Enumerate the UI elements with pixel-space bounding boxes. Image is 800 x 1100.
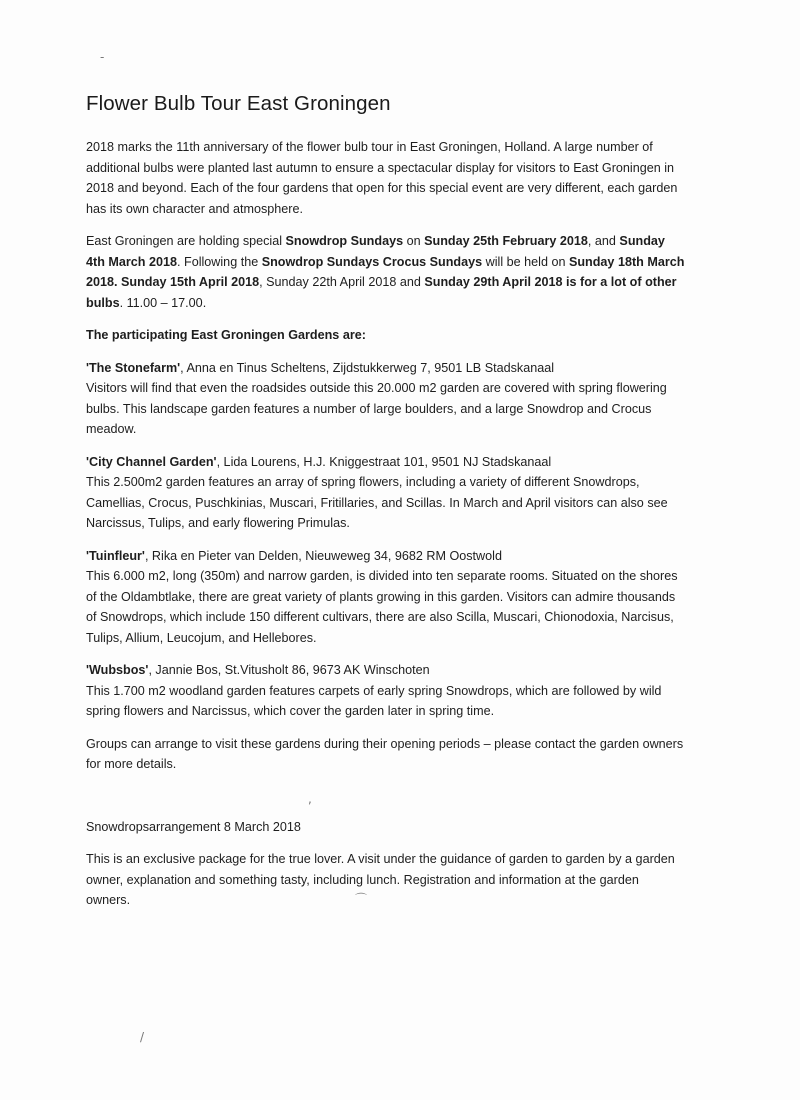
document-body [86, 92, 686, 923]
garden-description: This 6.000 m2, long (350m) and narrow garden, is divided into ten separate rooms. Situated on the shores of the Oldambtlake, there are great variety of plants growing in this garden. Visitors can admire thousands of Snowdrops, which include 150 different cultivars, there are also Scilla, Muscari, Chionodoxia, Narcisus, Tulips, Allium, Leucojum, and Hellebores. [86, 569, 678, 645]
schedule-text-2: on [403, 234, 425, 248]
schedule-event-crocus-sundays: Snowdrop Sundays Crocus Sundays [261, 254, 483, 269]
schedule-text-4: . Following the [177, 254, 262, 269]
schedule-text-5: will be held on [482, 254, 569, 269]
page-title: Flower Bulb Tour East Groningen [86, 92, 391, 115]
garden-entry-wubsbos [86, 660, 686, 722]
garden-description: This 2.500m2 garden features an array of spring flowers, including a variety of different Snowdrops, Camellias, Crocus, Puschkinias, Muscari, Fritillaries, and Scillas. In March and April visitors can also see Narcissus, Tulips, and early flowering Primulas. [86, 475, 668, 530]
garden-address: , Lida Lourens, H.J. Kniggestraat 101, 9501 NJ Stadskanaal [216, 454, 552, 469]
schedule-text-6: , Sunday 22th April 2018 and [259, 275, 425, 289]
garden-entry-city-channel [86, 452, 686, 534]
scan-speck: , [308, 792, 312, 806]
schedule-event-snowdrop-sundays: Snowdrop Sundays [285, 234, 404, 248]
arrangement-text: This is an exclusive package for the true lover. A visit under the guidance of garden to garden by a garden owner, explanation and something tasty, including lunch. Registration and information at the garden owners. [86, 852, 675, 907]
garden-address: , Jannie Bos, St.Vitusholt 86, 9673 AK Winschoten [148, 663, 430, 677]
schedule-paragraph [86, 231, 686, 313]
schedule-text-1: East Groningen are holding special [86, 234, 286, 248]
gardens-heading [86, 325, 686, 346]
schedule-date-2: Sunday 4th March 2018 [86, 234, 665, 269]
garden-name: 'The Stonefarm' [86, 360, 181, 375]
garden-address: , Anna en Tinus Scheltens, Zijdstukkerweg 7, 9501 LB Stadskanaal [180, 360, 555, 375]
garden-address: , Rika en Pieter van Delden, Nieuweweg 34, 9682 RM Oostwold [144, 548, 502, 563]
schedule-hours: . 11.00 – 17.00. [119, 295, 207, 310]
schedule-date-4: Sunday 29th April 2018 is for a lot of other bulbs [86, 275, 677, 310]
arrangement-title: Snowdropsarrangement 8 March 2018 [86, 819, 301, 834]
garden-description: This 1.700 m2 woodland garden features carpets of early spring Snowdrops, which are followed by wild spring flowers and Narcissus, which cover the garden later in spring time. [86, 683, 662, 718]
garden-name: 'City Channel Garden' [86, 454, 217, 469]
garden-name: 'Tuinfleur' [86, 548, 145, 563]
garden-name: 'Wubsbos' [86, 663, 149, 677]
schedule-text-3: , and [587, 234, 620, 248]
garden-entry-stonefarm [86, 358, 686, 440]
garden-entry-tuinfleur [86, 546, 686, 649]
gardens-heading-text: The participating East Groningen Gardens are: [86, 328, 366, 342]
schedule-date-1: Sunday 25th February 2018 [424, 234, 588, 248]
groups-note: Groups can arrange to visit these gardens during their opening periods – please contact the garden owners for more details. [86, 736, 684, 771]
scan-speck: - [100, 50, 105, 64]
schedule-date-3: Sunday 18th March 2018. Sunday 15th April 2018 [86, 254, 685, 289]
intro-paragraph: 2018 marks the 11th anniversary of the flower bulb tour in East Groningen, Holland. A large number of additional bulbs were planted last autumn to ensure a spectacular display for visitors to East Groningen in 2018 and beyond. Each of the four gardens that open for this special event are very different, each garden has its own character and atmosphere. [86, 140, 678, 216]
scan-speck: ⌒ [355, 892, 368, 906]
scan-speck: / [140, 1030, 145, 1044]
garden-description: Visitors will find that even the roadsides outside this 20.000 m2 garden are covered with spring flowering bulbs. This landscape garden features a number of large boulders, and a large Snowdrop and Crocus meadow. [86, 381, 667, 436]
